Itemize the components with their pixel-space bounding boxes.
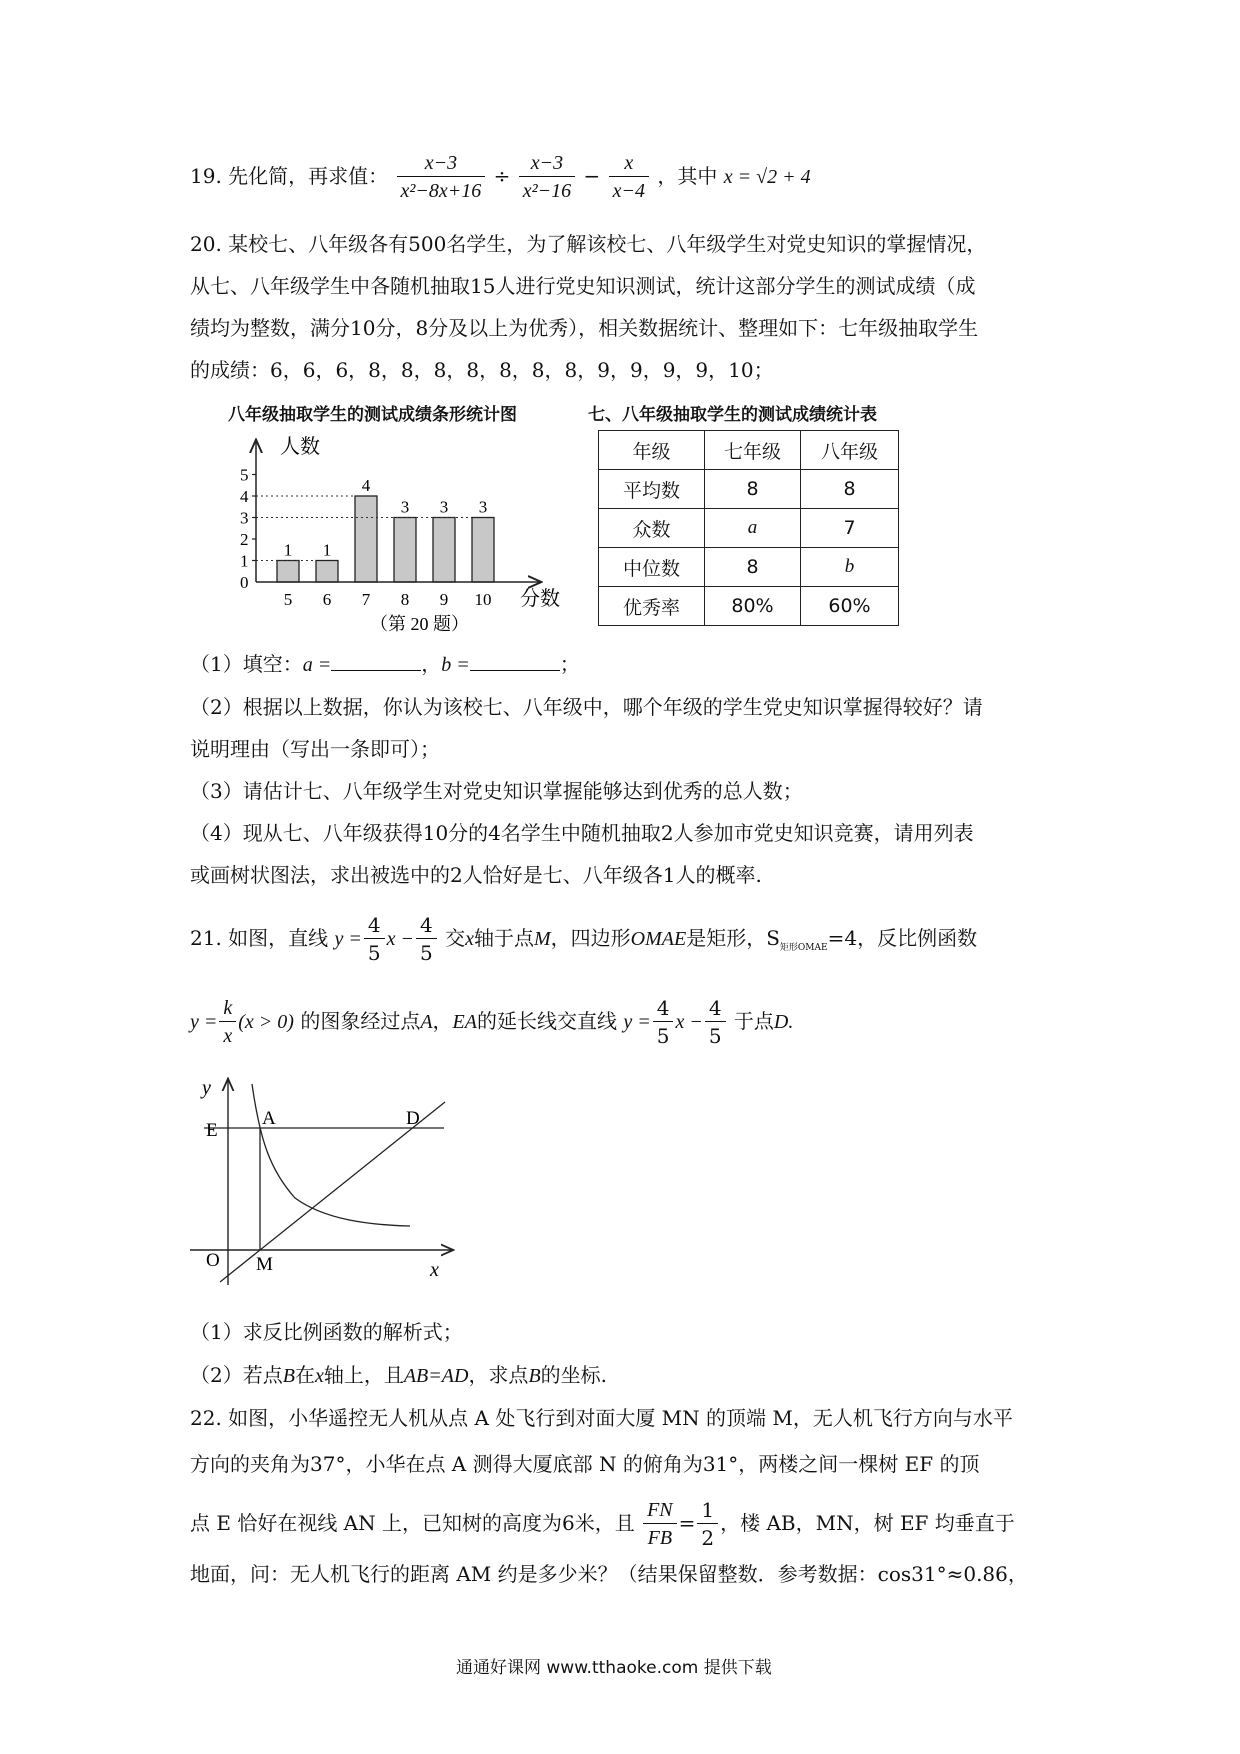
stats-table — [598, 430, 899, 626]
table-cell: 优秀率 — [599, 587, 705, 626]
y-tick-label: 1 — [240, 551, 249, 571]
q20-sub3: （3）请估计七、八年级学生对党史知识掌握能够达到优秀的总人数； — [190, 779, 803, 803]
y-tick-label: 4 — [240, 487, 249, 506]
y-tick-label: 0 — [240, 573, 249, 592]
bar-chart — [230, 425, 580, 640]
table-header-row — [599, 431, 899, 470]
table-row — [599, 548, 899, 587]
table-row — [599, 587, 899, 626]
q20-sub4-line-2: 或画树状图法，求出被选中的2人恰好是七、八年级各1人的概率. — [190, 863, 762, 887]
x-tick-label: 5 — [283, 590, 293, 609]
q20-line-4: 的成绩：6，6，6，8，8，8，8，8，8，8，9，9，9，9，10； — [190, 358, 774, 382]
q19-fraction-1: $\frac{x-3}{\text{x²−8x+16}}$ — [397, 150, 486, 205]
y-tick-label: 3 — [240, 508, 249, 528]
bar — [394, 518, 416, 583]
q22-frac: $\frac{FN}{FB}$ — [643, 1497, 677, 1552]
q20-line-2: 从七、八年级学生中各随机抽取15人进行党史知识测试，统计这部分学生的测试成绩（成 — [190, 274, 976, 298]
q21-sub1: （1）求反比例函数的解析式； — [190, 1320, 463, 1344]
line-MD — [220, 1102, 445, 1282]
graph-label-O: O — [206, 1250, 220, 1271]
y-tick-label: 5 — [240, 465, 249, 485]
graph-label-x: x — [430, 1259, 439, 1281]
q20-sub2-line-1: （2）根据以上数据，你认为该校七、八年级中，哪个年级的学生党史知识掌握得较好？请 — [190, 695, 983, 719]
blank-b[interactable] — [470, 652, 560, 671]
bar-value-label: 3 — [400, 497, 410, 517]
q21-sub2: （2）若点B在x轴上，且AB=AD，求点B的坐标. — [190, 1363, 608, 1387]
table-header-cell: 八年级 — [801, 431, 899, 470]
q19-minus: − — [583, 164, 601, 188]
q19-divide: ÷ — [493, 164, 511, 188]
table-cell: b — [801, 548, 899, 587]
table-cell: 8 — [801, 470, 899, 509]
page-footer: 通通好课网 www.tthaoke.com 提供下载 — [456, 1658, 772, 1678]
bar-value-label: 1 — [283, 540, 293, 560]
graph-label-E: E — [206, 1120, 218, 1141]
chart-caption: 八年级抽取学生的测试成绩条形统计图 — [228, 405, 517, 425]
bar — [277, 561, 299, 583]
q20-line-1: 20. 某校七、八年级各有500名学生，为了解该校七、八年级学生对党史知识的掌握情况， — [190, 232, 987, 256]
table-cell: 8 — [705, 548, 801, 587]
table-cell: a — [705, 509, 801, 548]
x-tick-label: 10 — [474, 590, 492, 609]
q22-line-3: 点 E 恰好在视线 AN 上，已知树的高度为6米，且 $\frac{FN}{FB}$ = $\frac{1}{2}$ ，楼 AB，MN，树 EF 均垂直于 — [190, 1498, 1015, 1550]
q20-sub4-line-1: （4）现从七、八年级获得10分的4名学生中随机抽取2人参加市党史知识竞赛，请用列表 — [190, 821, 974, 845]
y-tick-label: 2 — [240, 530, 249, 549]
q19-fraction-3: $\frac{x}{x-4}$ — [609, 150, 649, 205]
table-cell: 7 — [801, 509, 899, 548]
chart-ylabel: 人数 — [280, 436, 320, 458]
x-tick-label: 9 — [439, 590, 449, 609]
x-tick-label: 7 — [361, 590, 371, 609]
table-cell: 众数 — [599, 509, 705, 548]
table-header-cell: 七年级 — [705, 431, 801, 470]
hyperbola — [252, 1084, 410, 1226]
graph-label-M: M — [256, 1254, 273, 1275]
bar-value-label: 1 — [322, 540, 332, 560]
table-cell: 中位数 — [599, 548, 705, 587]
table-cell: 80% — [705, 587, 801, 626]
bar-value-label: 3 — [439, 497, 449, 517]
q19-value: x = √2 + 4 — [723, 166, 811, 188]
q19-line — [190, 150, 811, 205]
table-cell: 60% — [801, 587, 899, 626]
q22-line-4: 地面，问：无人机飞行的距离 AM 约是多少米？（结果保留整数．参考数据：cos31°≈0.86， — [190, 1562, 1028, 1586]
table-header-cell: 年级 — [599, 431, 705, 470]
q19-suffix: ，其中 — [657, 164, 718, 188]
blank-a[interactable] — [331, 652, 421, 671]
bar-value-label: 4 — [361, 476, 371, 495]
q21-k-frac: $\frac{k}{x}$ — [219, 995, 236, 1050]
bar — [355, 496, 377, 582]
bar — [316, 561, 338, 583]
q21-frac: $\frac{4}{5}$ — [364, 912, 385, 967]
q21-frac: $\frac{4}{5}$ — [416, 912, 437, 967]
q20-line-3: 绩均为整数，满分10分，8分及以上为优秀），相关数据统计、整理如下：七年级抽取学生 — [190, 316, 979, 340]
q20-sub2-line-2: 说明理由（写出一条即可）； — [190, 737, 440, 761]
x-tick-label: 8 — [400, 590, 410, 609]
q21-line-1: 21. 如图，直线 y = $\frac{4}{5}$ x − $\frac{4}{5}$ 交x轴于点M，四边形OMAE是矩形，$S_{矩形OMAE}=4$，反比例函数 — [190, 913, 978, 965]
chart-fig-label: （第 20 题） — [370, 614, 469, 634]
x-tick-label: 6 — [322, 590, 332, 609]
q19-prefix: 19. 先化简，再求值： — [190, 164, 389, 188]
q19-fraction-2: $\frac{x-3}{\text{x²−16}}$ — [519, 150, 575, 205]
q21-frac: $\frac{4}{5}$ — [705, 995, 726, 1050]
bar — [472, 518, 494, 583]
table-caption: 七、八年级抽取学生的测试成绩统计表 — [588, 405, 877, 425]
table-row — [599, 509, 899, 548]
graph-label-D: D — [406, 1108, 420, 1129]
q22-frac-half: $\frac{1}{2}$ — [697, 1497, 718, 1552]
q20-sub1: （1）填空：a = ，b = ； — [190, 652, 580, 676]
table-cell: 平均数 — [599, 470, 705, 509]
table-row — [599, 470, 899, 509]
q22-line-2: 方向的夹角为37°，小华在点 A 测得大厦底部 N 的俯角为31°，两楼之间一棵树 EF 的顶 — [190, 1452, 980, 1476]
q22-line-1: 22. 如图，小华遥控无人机从点 A 处飞行到对面大厦 MN 的顶端 M，无人机飞行方向与水平 — [190, 1406, 1013, 1430]
graph-label-A: A — [262, 1108, 276, 1129]
table-cell: 8 — [705, 470, 801, 509]
q21-line-2: y = $\frac{k}{x}$ (x > 0) 的图象经过点A，EA的延长线交直线 y = $\frac{4}{5}$ x − $\frac{4}{5}$ 于点D. — [190, 996, 794, 1048]
chart-xlabel: 分数 — [520, 588, 560, 610]
q21-frac: $\frac{4}{5}$ — [653, 995, 674, 1050]
bar — [433, 518, 455, 583]
bar-value-label: 3 — [478, 497, 488, 517]
graph-label-y: y — [202, 1077, 211, 1099]
q21-graph — [180, 1060, 470, 1290]
